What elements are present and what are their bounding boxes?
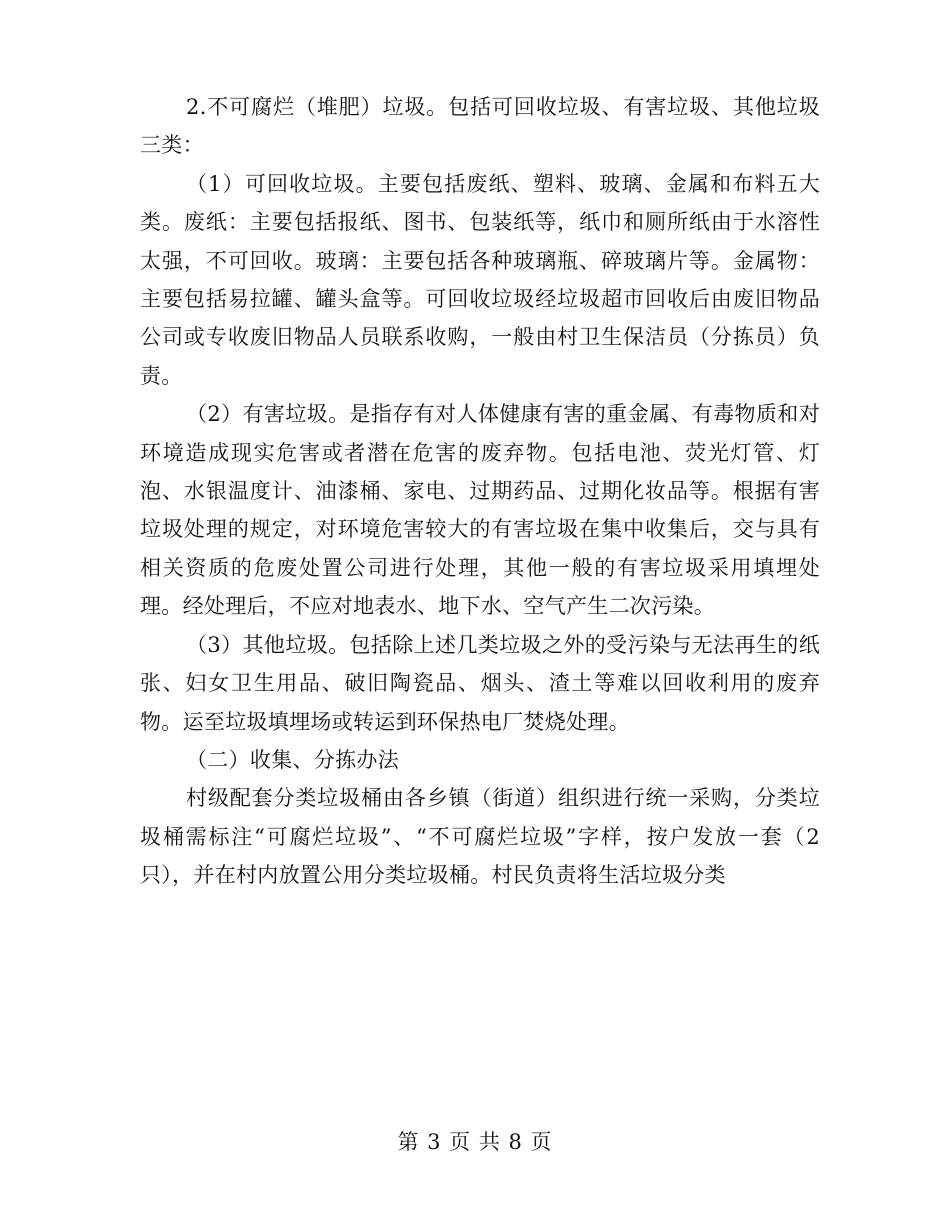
paragraph-non-compostable-waste: 2.不可腐烂（堆肥）垃圾。包括可回收垃圾、有害垃圾、其他垃圾三类： bbox=[140, 95, 820, 158]
paragraph-hazardous-waste: （2）有害垃圾。是指存有对人体健康有害的重金属、有毒物质和对环境造成现实危害或者潜在危害的废弃物。包括电池、荧光灯管、灯泡、水银温度计、油漆桶、家电、过期药品、过期化妆品等。根据有害垃圾处理的规定，对环境危害较大的有害垃圾在集中收集后，交与具有相关资质的危废处置公司进行处理，其他一般的有害垃圾采用填埋处理。经处理后，不应对地表水、地下水、空气产生二次污染。 bbox=[140, 402, 820, 619]
paragraph-other-waste: （3）其他垃圾。包括除上述几类垃圾之外的受污染与无法再生的纸张、妇女卫生用品、破旧陶瓷品、烟头、渣土等难以回收利用的废弃物。运至垃圾填埋场或转运到环保热电厂焚烧处理。 bbox=[140, 632, 820, 734]
paragraph-collection-method: 村级配套分类垃圾桶由各乡镇（街道）组织进行统一采购，分类垃圾桶需标注“可腐烂垃圾”、“不可腐烂垃圾”字样，按户发放一套（2只），并在村内放置公用分类垃圾桶。村民负责将生活垃圾分类 bbox=[140, 786, 820, 888]
document-body bbox=[140, 88, 820, 895]
page-number-footer: 第 3 页 共 8 页 bbox=[397, 1130, 553, 1154]
section-heading-collection: （二）收集、分拣办法 bbox=[186, 747, 399, 772]
paragraph-recyclable-waste: （1）可回收垃圾。主要包括废纸、塑料、玻璃、金属和布料五大类。废纸：主要包括报纸、图书、包装纸等，纸巾和厕所纸由于水溶性太强，不可回收。玻璃：主要包括各种玻璃瓶、碎玻璃片等。金属物：主要包括易拉罐、罐头盒等。可回收垃圾经垃圾超市回收后由废旧物品公司或专收废旧物品人员联系收购，一般由村卫生保洁员（分拣员）负责。 bbox=[140, 171, 820, 388]
